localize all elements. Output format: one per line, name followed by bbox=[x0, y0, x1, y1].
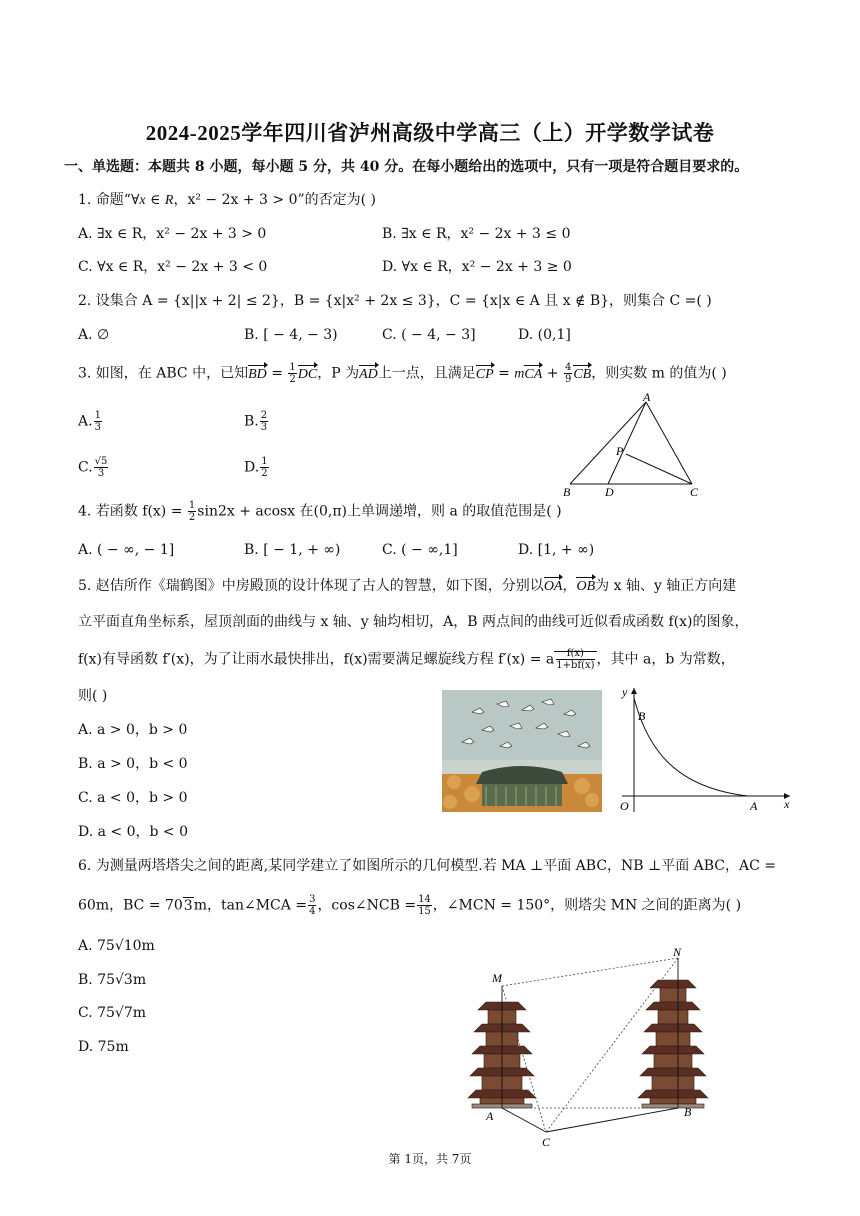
q3-option-b: B. $\frac{2}{3}$ bbox=[244, 410, 268, 433]
q5-option-a: A. a > 0，b > 0 bbox=[78, 722, 188, 738]
q3-triangle-figure bbox=[560, 392, 710, 500]
graph-label-o: O bbox=[620, 799, 629, 813]
q6-option-c: C. 75√7m bbox=[78, 1005, 147, 1021]
q3-label-a: A bbox=[643, 392, 651, 404]
q4-stem: 4. 若函数 f(x) = $\frac{1}{2}$ sin2x + acosx 在(0,π)上单调递增，则 a 的取值范围是( ) bbox=[78, 500, 562, 523]
graph-label-b: B bbox=[638, 709, 646, 723]
q5-line-3: f(x)有导函数 f′(x)，为了让雨水最快排出，f(x)需要满足螺旋线方程 f′(x) = a $\frac{f(x)}{1+bf(x)}$ ，其中 a，b 为常数， bbox=[78, 648, 735, 671]
q4-option-c: C. ( − ∞,1] bbox=[382, 542, 458, 558]
q6-label-m: M bbox=[492, 971, 502, 985]
q1-stem: 1. 命题“∀x ∈ R，x² − 2x + 3 > 0”的否定为( ) bbox=[78, 192, 377, 208]
q1-option-d: D. ∀x ∈ R，x² − 2x + 3 ≥ 0 bbox=[382, 259, 572, 275]
q2-option-d: D. (0,1] bbox=[518, 327, 571, 343]
q5-option-b: B. a > 0，b < 0 bbox=[78, 756, 188, 772]
section-heading: 一、单选题：本题共 8 小题，每小题 5 分，共 40 分。在每小题给出的选项中，只有一项是符合题目要求的。 bbox=[64, 159, 749, 175]
q3-option-d: D. $\frac{1}{2}$ bbox=[244, 456, 268, 479]
q4-option-d: D. [1, + ∞) bbox=[518, 542, 595, 558]
pagoda-right bbox=[638, 980, 708, 1108]
q5-curve-graph bbox=[608, 682, 798, 818]
q1-option-c: C. ∀x ∈ R，x² − 2x + 3 < 0 bbox=[78, 259, 268, 275]
q2-option-b: B. [ − 4, − 3) bbox=[244, 327, 338, 343]
q2-option-a: A. ∅ bbox=[78, 327, 110, 343]
q6-label-a: A bbox=[486, 1109, 494, 1123]
q5-line-4: 则( ) bbox=[78, 688, 108, 704]
q6-label-c: C bbox=[542, 1135, 551, 1149]
q5-line-1: 5. 赵佶所作《瑞鹤图》中房殿顶的设计体现了古人的智慧，如下图，分别以OA，OB为 x 轴、y 轴正方向建 bbox=[78, 576, 736, 597]
q5-line-2: 立平面直角坐标系，屋顶剖面的曲线与 x 轴、y 轴均相切，A，B 两点间的曲线可近似看成函数 f(x)的图象， bbox=[78, 614, 749, 630]
q1-option-b: B. ∃x ∈ R，x² − 2x + 3 ≤ 0 bbox=[382, 226, 571, 242]
q3-label-b: B bbox=[563, 485, 571, 499]
q1-option-a: A. ∃x ∈ R，x² − 2x + 3 > 0 bbox=[78, 226, 267, 242]
graph-label-x: x bbox=[784, 797, 790, 811]
q5-option-d: D. a < 0，b < 0 bbox=[78, 824, 189, 840]
q3-label-d: D bbox=[605, 485, 614, 499]
q5-option-c: C. a < 0，b > 0 bbox=[78, 790, 188, 806]
graph-label-y: y bbox=[622, 685, 628, 699]
q3-label-c: C bbox=[690, 485, 699, 499]
page-footer: 第 1页，共 7页 bbox=[388, 1152, 472, 1166]
q3-stem: 3. 如图，在 ABC 中，已知BD = $\frac{1}{2}$ DC，P 为AD上一点，且满足CP = mCA + $\frac{4}{9}$ CB，则实数 m 的值为( ) bbox=[78, 362, 727, 385]
q3-label-p: P bbox=[616, 444, 624, 458]
q2-stem: 2. 设集合 A = {x||x + 2| ≤ 2}，B = {x|x² + 2x ≤ 3}，C = {x|x ∈ A 且 x ∉ B}，则集合 C =( ) bbox=[78, 293, 712, 309]
q3-option-a: A. $\frac{1}{3}$ bbox=[78, 410, 101, 433]
q4-option-a: A. ( − ∞, − 1] bbox=[78, 542, 175, 558]
q6-pagoda-figure bbox=[466, 944, 726, 1150]
auspicious-cranes-painting bbox=[442, 690, 602, 812]
q4-option-b: B. [ − 1, + ∞) bbox=[244, 542, 341, 558]
page-title: 2024-2025学年四川省泸州高级中学高三（上）开学数学试卷 bbox=[145, 121, 715, 145]
graph-label-a: A bbox=[750, 799, 758, 813]
q6-label-b: B bbox=[684, 1105, 692, 1119]
q6-option-b: B. 75√3m bbox=[78, 972, 147, 988]
q2-option-c: C. ( − 4, − 3] bbox=[382, 327, 476, 343]
q6-line-2: 60m，BC = 703m，tan∠MCA = $\frac{3}{4}$ ，cos∠NCB = $\frac{14}{15}$ ，∠MCN = 150°，则塔尖 MN 之间的距离为( ) bbox=[78, 894, 742, 917]
q3-option-c: C. $\frac{√5}{3}$ bbox=[78, 456, 108, 479]
q6-line-1: 6. 为测量两塔塔尖之间的距离,某同学建立了如图所示的几何模型.若 MA ⊥平面 ABC，NB ⊥平面 ABC，AC = bbox=[78, 858, 777, 874]
q6-label-n: N bbox=[673, 945, 682, 959]
q6-option-a: A. 75√10m bbox=[78, 938, 155, 954]
q6-option-d: D. 75m bbox=[78, 1039, 129, 1055]
